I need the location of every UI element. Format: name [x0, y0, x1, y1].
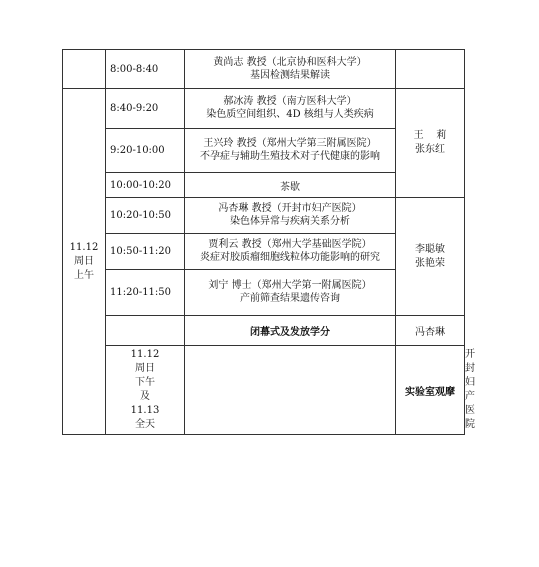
talk-cell [185, 89, 396, 129]
day-cell-morning [63, 89, 106, 435]
talk-cell [185, 50, 396, 89]
time-cell: 10:50-11:20 [106, 234, 185, 270]
chair-name: 王 莉 [413, 130, 447, 141]
speaker: 冯杏琳 教授（开封市妇产医院） [218, 203, 362, 214]
speaker: 刘宁 博士（郑州大学第一附属医院） [208, 280, 372, 291]
time-cell-empty [106, 316, 185, 346]
day-period: 上午 [74, 269, 94, 281]
table-row [63, 50, 465, 89]
speaker: 郝冰涛 教授（南方医科大学） [223, 96, 357, 107]
talk-title: 不孕症与辅助生殖技术对子代健康的影响 [200, 151, 380, 162]
time-cell: 8:00-8:40 [106, 50, 185, 89]
time-cell: 8:40-9:20 [106, 89, 185, 129]
talk-cell [185, 129, 396, 173]
chair-cell [396, 89, 465, 198]
day-date: 11.13 [130, 405, 160, 416]
talk-cell [185, 198, 396, 234]
talk-cell [185, 234, 396, 270]
talk-title: 基因检测结果解读 [250, 69, 330, 81]
speaker: 王兴玲 教授（郑州大学第三附属医院） [203, 138, 377, 149]
talk-title: 产前筛查结果遗传咨询 [240, 293, 340, 304]
lab-visit: 实验室观摩 [396, 346, 465, 435]
speaker: 贾利云 教授（郑州大学基础医学院） [208, 239, 372, 250]
closing-ceremony: 闭幕式及发放学分 [185, 316, 396, 346]
chair-cell-empty [396, 50, 465, 89]
time-cell: 9:20-10:00 [106, 129, 185, 173]
speaker: 黄尚志 教授（北京协和医科大学） [213, 56, 367, 68]
talk-title: 炎症对胶质瘤细胞线粒体功能影响的研究 [200, 252, 380, 263]
day-weekday: 周日 [74, 255, 94, 267]
table-row [63, 198, 465, 234]
day-date: 11.12 [130, 349, 160, 360]
talk-cell [185, 270, 396, 316]
chair-cell [396, 198, 465, 316]
chair-name: 李聪敏 [415, 243, 445, 255]
talk-title: 染色体异常与疾病关系分析 [230, 216, 350, 227]
time-cell: 11:20-11:50 [106, 270, 185, 316]
time-cell: 10:00-10:20 [106, 173, 185, 198]
chair-name: 张东红 [415, 144, 445, 155]
table-row [63, 316, 465, 346]
day-period: 下午 [135, 377, 155, 388]
time-cell-empty [185, 346, 396, 435]
day-weekday: 周日 [135, 363, 155, 374]
chair-cell: 冯杏琳 [396, 316, 465, 346]
time-cell: 10:20-10:50 [106, 198, 185, 234]
day-period: 全天 [135, 419, 155, 430]
day-cell-empty [63, 50, 106, 89]
table-row [63, 89, 465, 129]
day-date: 11.12 [69, 241, 99, 253]
chair-name: 张艳荣 [415, 257, 445, 269]
schedule-table [62, 49, 475, 435]
break-cell: 茶歇 [185, 173, 396, 198]
table-row: 11.12 周日 下午 及 11.13 全天 实验室观摩 开封妇产 医院 [63, 346, 465, 435]
day-connector: 及 [140, 391, 150, 402]
talk-title: 染色质空间组织、4D 核组与人类疾病 [206, 109, 374, 120]
day-cell-afternoon [106, 346, 185, 435]
